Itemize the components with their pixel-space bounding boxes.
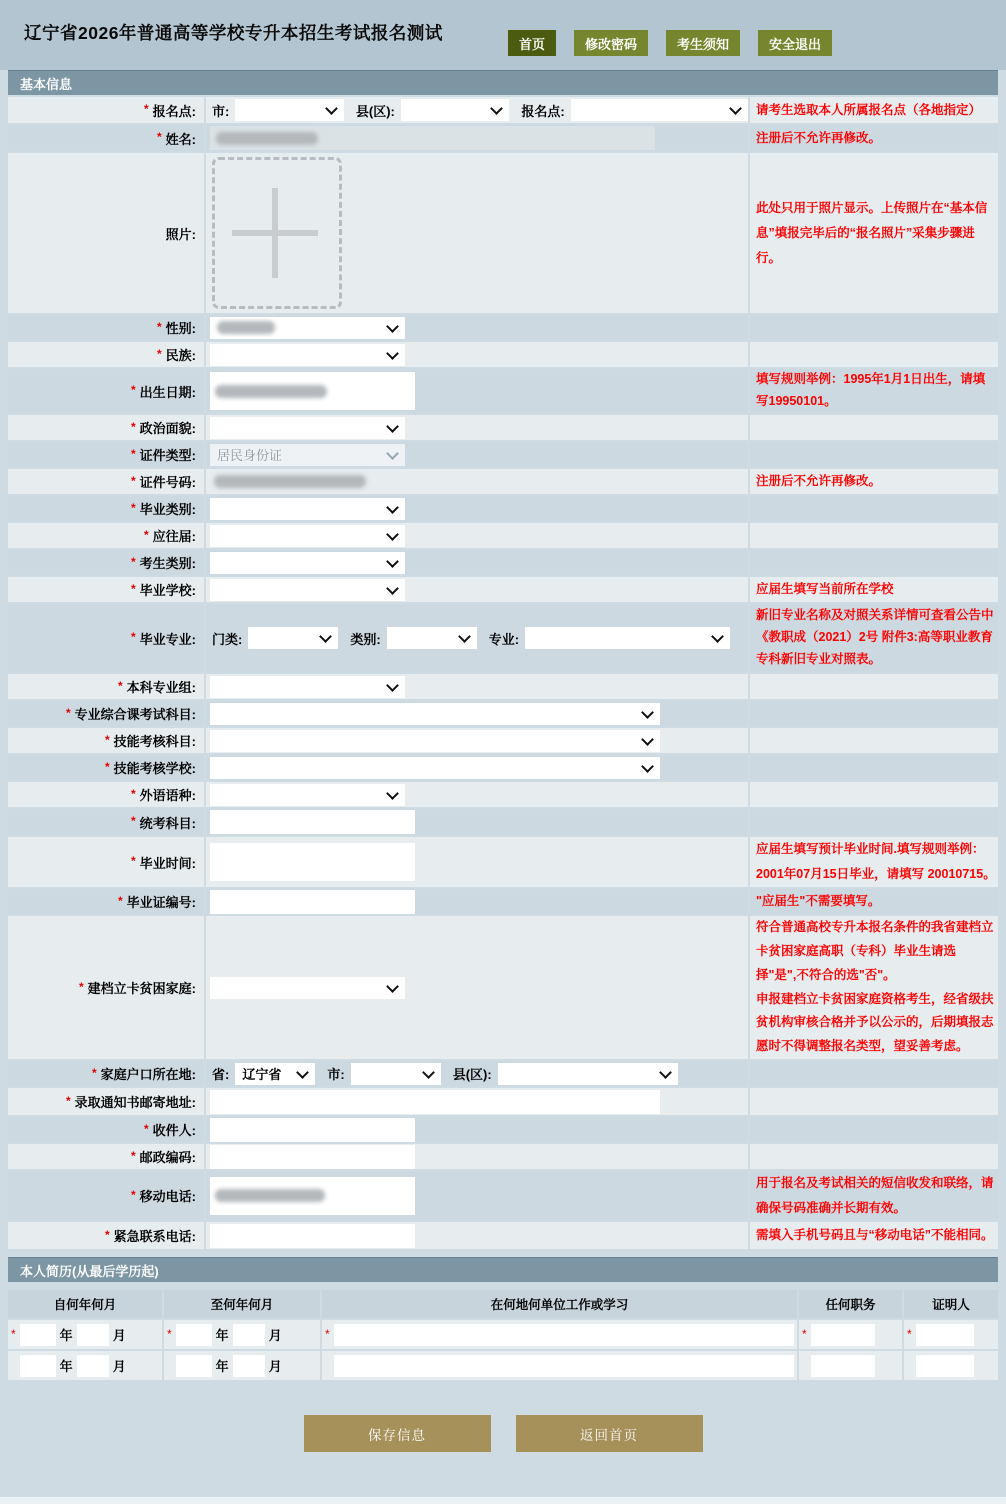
label-id-number: * 证件号码:	[8, 469, 204, 494]
resume2-position-input[interactable]	[811, 1355, 875, 1377]
row-foreign-lang	[8, 782, 998, 807]
nav-change-password-button[interactable]: 修改密码	[574, 30, 648, 56]
row-emergency	[8, 1222, 998, 1249]
chevron-down-icon	[296, 1066, 309, 1079]
nav-logout-button[interactable]: 安全退出	[758, 30, 832, 56]
hint-id-number: 注册后不允许再修改。	[756, 474, 882, 488]
chevron-down-icon	[641, 706, 654, 719]
row-grad-category	[8, 496, 998, 521]
row-gender	[8, 315, 998, 340]
resume-row-1: * 年 月 * 年 月 * * *	[8, 1320, 998, 1349]
label-mail-address: * 录取通知书邮寄地址:	[8, 1088, 204, 1115]
row-skill-subject	[8, 728, 998, 753]
redacted-mobile-value	[215, 1189, 325, 1202]
form-actions	[0, 1415, 1006, 1452]
candidate-type-select[interactable]	[210, 552, 405, 574]
resume1-place-input[interactable]	[334, 1324, 794, 1346]
unified-subject-input[interactable]	[210, 810, 415, 834]
hint-birth-date: 填写规则举例：1995年1月1日出生，请填写19950101。	[756, 372, 986, 408]
resume2-reference-input[interactable]	[916, 1355, 974, 1377]
label-major-leibie: 类别:	[350, 631, 381, 647]
top-nav	[508, 30, 832, 56]
chevron-down-icon	[386, 555, 399, 568]
chevron-down-icon	[422, 1066, 435, 1079]
recipient-input[interactable]	[210, 1118, 415, 1142]
label-postal-code: * 邮政编码:	[8, 1144, 204, 1169]
resume-table	[8, 1290, 998, 1380]
row-candidate-type	[8, 550, 998, 575]
resume1-reference-input[interactable]	[916, 1324, 974, 1346]
row-recipient	[8, 1117, 998, 1142]
redacted-gender-value	[217, 321, 275, 334]
row-undergrad-group	[8, 674, 998, 699]
row-ethnicity	[8, 342, 998, 367]
household-city-select[interactable]	[351, 1063, 441, 1085]
label-gender: * 性别:	[8, 315, 204, 340]
label-reg-point: * 报名点:	[8, 97, 204, 123]
resume2-to-month-input[interactable]	[233, 1355, 265, 1377]
row-diploma-no	[8, 889, 998, 914]
chevron-down-icon	[386, 582, 399, 595]
mobile-input[interactable]	[210, 1177, 415, 1215]
col-header-from-date: 自何年何月	[8, 1290, 162, 1318]
label-comp-course: * 专业综合课考试科目:	[8, 701, 204, 726]
row-political-status	[8, 415, 998, 440]
row-reg-point	[8, 97, 998, 123]
row-photo	[8, 153, 998, 313]
row-mobile	[8, 1171, 998, 1220]
resume1-position-input[interactable]	[811, 1324, 875, 1346]
row-skill-school	[8, 755, 998, 780]
nav-candidate-notice-button[interactable]: 考生须知	[666, 30, 740, 56]
resume1-to-month-input[interactable]	[233, 1324, 265, 1346]
row-grad-time	[8, 837, 998, 887]
label-name: * 姓名:	[8, 125, 204, 151]
ethnicity-select[interactable]	[210, 344, 405, 366]
grad-category-select[interactable]	[210, 498, 405, 520]
political-status-select[interactable]	[210, 417, 405, 439]
hint-emergency: 需填入手机号码且与“移动电话”不能相同。	[756, 1228, 994, 1242]
hint-photo: 此处只用于照片显示。上传照片在“基本信息”填报完毕后的“报名照片”采集步骤进行。	[756, 200, 988, 265]
label-candidate-type: * 考生类别:	[8, 550, 204, 575]
chevron-down-icon	[319, 630, 332, 643]
col-header-reference: 证明人	[904, 1290, 998, 1318]
hint-poverty-family-1: 符合普通高校专升本报名条件的我省建档立卡贫困家庭高职（专科）毕业生请选择"是",不符合的选"否"。	[756, 920, 994, 982]
label-recipient: * 收件人:	[8, 1117, 204, 1142]
label-grad-time: * 毕业时间:	[8, 837, 204, 887]
section-resume: 本人简历(从最后学历起)	[8, 1257, 998, 1282]
grad-school-select[interactable]	[210, 579, 405, 601]
page-header	[0, 0, 1006, 70]
row-ying-wang-jie	[8, 523, 998, 548]
grad-time-input[interactable]	[210, 843, 415, 881]
save-info-button[interactable]: 保存信息	[304, 1415, 491, 1452]
row-mail-address	[8, 1088, 998, 1115]
id-type-select: 居民身份证	[210, 444, 405, 466]
skill-school-select[interactable]	[210, 757, 660, 779]
row-birth-date	[8, 369, 998, 413]
chevron-down-icon	[711, 630, 724, 643]
row-comp-course	[8, 701, 998, 726]
ying-wang-jie-select[interactable]	[210, 525, 405, 547]
poverty-family-select[interactable]	[210, 977, 405, 999]
photo-placeholder-box	[212, 157, 342, 309]
back-home-button[interactable]: 返回首页	[516, 1415, 703, 1452]
resume2-from-year-input[interactable]	[20, 1355, 56, 1377]
hint-mobile: 用于报名及考试相关的短信收发和联络，请确保号码准确并长期有效。	[756, 1175, 994, 1215]
label-household-city: 市:	[327, 1067, 345, 1082]
label-poverty-family: * 建档立卡贫困家庭:	[8, 916, 204, 1059]
footer-strip	[0, 1497, 1006, 1504]
row-id-type	[8, 442, 998, 467]
label-major-menlei: 门类:	[212, 631, 243, 647]
resume2-from-month-input[interactable]	[77, 1355, 109, 1377]
chevron-down-icon	[386, 447, 399, 460]
label-major-zhuanye: 专业:	[488, 631, 520, 647]
name-value-field	[210, 126, 655, 150]
hint-poverty-family-2: 申报建档立卡贫困家庭资格考生，经省级扶贫机构审核合格并予以公示的，后期填报志愿时不得调整报名类型，望妥善考虑。	[756, 991, 994, 1053]
hint-grad-major: 新旧专业名称及对照关系详情可查看公告中《教职成（2021）2号 附件3:高等职业教育专科新旧专业对照表。	[756, 608, 994, 666]
hint-grad-school: 应届生填写当前所在学校	[756, 582, 894, 596]
label-unified-subject: * 统考科目:	[8, 809, 204, 835]
resume1-to-year-input[interactable]	[176, 1324, 212, 1346]
col-header-to-date: 至何年何月	[164, 1290, 320, 1318]
label-diploma-no: * 毕业证编号:	[8, 889, 204, 914]
chevron-down-icon	[659, 1066, 672, 1079]
resume2-to-year-input[interactable]	[176, 1355, 212, 1377]
mail-address-input[interactable]	[210, 1090, 660, 1114]
postal-code-input[interactable]	[210, 1145, 415, 1169]
col-header-place: 在何地何单位工作或学习	[322, 1290, 797, 1318]
reg-site-select[interactable]	[571, 99, 748, 121]
hint-reg-point: 请考生选取本人所属报名点（各地指定）	[756, 102, 982, 117]
nav-home-button[interactable]: 首页	[508, 30, 556, 56]
page-title: 辽宁省2026年普通高等学校专升本招生考试报名测试	[24, 23, 443, 43]
chevron-down-icon	[641, 733, 654, 746]
row-name	[8, 125, 998, 151]
chevron-down-icon	[458, 630, 471, 643]
label-undergrad-group: * 本科专业组:	[8, 674, 204, 699]
gender-select[interactable]	[210, 317, 405, 339]
chevron-down-icon	[386, 501, 399, 514]
chevron-down-icon	[729, 102, 742, 115]
diploma-no-input[interactable]	[210, 890, 415, 914]
label-grad-school: * 毕业学校:	[8, 577, 204, 602]
redacted-id-number-value	[214, 475, 366, 488]
label-reg-site: 报名点:	[521, 103, 565, 119]
comp-course-select[interactable]	[210, 703, 660, 725]
household-province-select[interactable]: 辽宁省	[235, 1063, 315, 1085]
row-household	[8, 1061, 998, 1086]
hint-name: 注册后不允许再修改。	[756, 130, 882, 145]
label-household-province: 省:	[212, 1067, 230, 1082]
label-mobile: * 移动电话:	[8, 1171, 204, 1220]
major-zhuanye-select[interactable]	[525, 627, 730, 649]
hint-diploma-no: "应届生"不需要填写。	[756, 894, 881, 908]
chevron-down-icon	[386, 528, 399, 541]
resume1-from-month-input[interactable]	[77, 1324, 109, 1346]
label-grad-category: * 毕业类别:	[8, 496, 204, 521]
chevron-down-icon	[386, 980, 399, 993]
chevron-down-icon	[641, 760, 654, 773]
hint-grad-time: 应届生填写预计毕业时间.填写规则举例：2001年07月15日毕业，请填写 20010715。	[756, 842, 996, 881]
label-skill-subject: * 技能考核科目:	[8, 728, 204, 753]
emergency-input[interactable]	[210, 1224, 415, 1248]
chevron-down-icon	[386, 787, 399, 800]
label-birth-date: * 出生日期:	[8, 369, 204, 413]
label-ying-wang-jie: * 应往届:	[8, 523, 204, 548]
reg-city-select[interactable]	[235, 99, 344, 121]
reg-county-select[interactable]	[401, 99, 510, 121]
resume2-place-input[interactable]	[334, 1355, 794, 1377]
chevron-down-icon	[491, 102, 504, 115]
undergrad-group-select[interactable]	[210, 676, 405, 698]
resume1-from-year-input[interactable]	[20, 1324, 56, 1346]
household-county-select[interactable]	[498, 1063, 678, 1085]
label-grad-major: * 毕业专业:	[8, 604, 204, 672]
label-emergency: * 紧急联系电话:	[8, 1222, 204, 1249]
label-household: * 家庭户口所在地:	[8, 1061, 204, 1086]
chevron-down-icon	[386, 420, 399, 433]
row-unified-subject	[8, 809, 998, 835]
col-header-position: 任何职务	[799, 1290, 902, 1318]
row-grad-major	[8, 604, 998, 672]
chevron-down-icon	[386, 679, 399, 692]
redacted-name-value	[216, 132, 318, 145]
redacted-birth-date-value	[215, 385, 327, 398]
birth-date-input[interactable]	[210, 372, 415, 410]
row-id-number	[8, 469, 998, 494]
chevron-down-icon	[386, 320, 399, 333]
label-reg-city: 市:	[212, 103, 230, 119]
section-basic-info: 基本信息	[8, 70, 998, 95]
chevron-down-icon	[386, 347, 399, 360]
label-household-county: 县(区):	[452, 1067, 492, 1082]
skill-subject-select[interactable]	[210, 730, 660, 752]
row-poverty-family	[8, 916, 998, 1059]
label-foreign-lang: * 外语语种:	[8, 782, 204, 807]
label-ethnicity: * 民族:	[8, 342, 204, 367]
label-id-type: * 证件类型:	[8, 442, 204, 467]
label-political-status: * 政治面貌:	[8, 415, 204, 440]
label-skill-school: * 技能考核学校:	[8, 755, 204, 780]
foreign-lang-select[interactable]	[210, 784, 405, 806]
label-photo: 照片:	[8, 153, 204, 313]
resume-row-2: 年 月 年 月	[8, 1351, 998, 1380]
major-leibie-select[interactable]	[387, 627, 477, 649]
basic-info-form	[8, 97, 998, 1249]
label-reg-county: 县(区):	[355, 103, 395, 119]
row-postal-code	[8, 1144, 998, 1169]
chevron-down-icon	[325, 102, 338, 115]
resume-table-header	[8, 1290, 998, 1318]
major-menlei-select[interactable]	[248, 627, 338, 649]
row-grad-school	[8, 577, 998, 602]
